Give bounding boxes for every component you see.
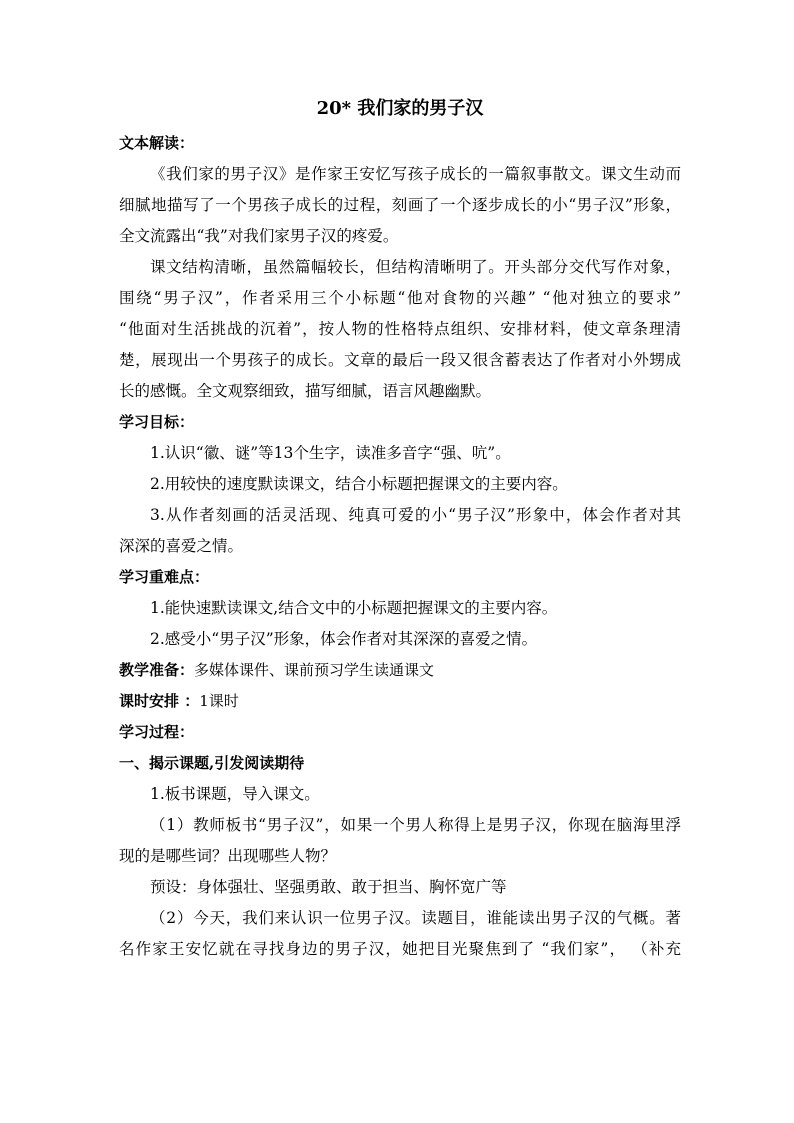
schedule-row bbox=[119, 686, 681, 717]
section-heading-process: 学习过程： bbox=[119, 723, 195, 741]
reading-p2-line2: 围绕“男子汉”，作者采用三个小标题“他对食物的兴趣” “他对独立的要求” bbox=[119, 289, 681, 307]
goal-item-2: 2.用较快的速度默读课文，结合小标题把握课文的主要内容。 bbox=[150, 475, 568, 493]
section-heading-goals: 学习目标： bbox=[119, 413, 195, 431]
section-heading-prep: 教学准备： bbox=[119, 661, 195, 679]
schedule-text: 1课时 bbox=[199, 692, 239, 710]
document-content bbox=[119, 94, 681, 965]
reading-p2-line3: “他面对生活挑战的沉着”，按人物的性格特点组织、安排材料，使文章条理清 bbox=[119, 320, 681, 338]
page-title: 20* 我们家的男子汉 bbox=[316, 98, 484, 119]
section-heading-difficulty: 学习重难点： bbox=[119, 568, 210, 586]
process-part1-heading: 一、揭示课题,引发阅读期待 bbox=[119, 754, 305, 772]
goal-item-1: 1.认识“徽、谜”等13个生字，读准多音字“强、吭”。 bbox=[150, 444, 511, 462]
difficulty-item-2: 2.感受小“男子汉”形象，体会作者对其深深的喜爱之情。 bbox=[150, 630, 538, 648]
process-sub2-line1: （2）今天，我们来认识一位男子汉。读题目，谁能读出男子汉的气概。著 bbox=[150, 909, 681, 927]
prep-row bbox=[119, 655, 681, 686]
reading-p2-line4: 楚，展现出一个男孩子的成长。文章的最后一段又很含蓄表达了作者对小外甥成 bbox=[119, 351, 681, 369]
reading-p1-line1: 《我们家的男子汉》是作家王安忆写孩子成长的一篇叙事散文。课文生动而 bbox=[150, 165, 681, 183]
reading-p1-line2: 细腻地描写了一个男孩子成长的过程，刻画了一个逐步成长的小“男子汉”形象， bbox=[119, 196, 681, 214]
process-sub2-line2: 名作家王安忆就在寻找身边的男子汉，她把目光聚焦到了 “我们家”， （补充 bbox=[119, 940, 681, 958]
reading-p2-line1: 课文结构清晰，虽然篇幅较长，但结构清晰明了。开头部分交代写作对象， bbox=[150, 258, 681, 276]
section-heading-schedule: 课时安排 ： bbox=[119, 692, 200, 710]
goal-item-3-line1: 3.从作者刻画的活灵活现、纯真可爱的小“男子汉”形象中，体会作者对其 bbox=[150, 506, 681, 524]
section-heading-reading: 文本解读： bbox=[119, 134, 195, 152]
reading-p2-line5: 长的感慨。全文观察细致，描写细腻，语言风趣幽默。 bbox=[119, 382, 492, 400]
reading-p1-line3: 全文流露出“我”对我们家男子汉的疼爱。 bbox=[119, 227, 399, 245]
difficulty-item-1: 1.能快速默读课文,结合文中的小标题把握课文的主要内容。 bbox=[150, 599, 558, 617]
prep-text: 多媒体课件、课前预习学生读通课文 bbox=[194, 661, 435, 679]
goal-item-3-line2: 深深的喜爱之情。 bbox=[119, 537, 244, 555]
process-sub1-line1: （1）教师板书“男子汉”，如果一个男人称得上是男子汉，你现在脑海里浮 bbox=[150, 816, 681, 834]
process-preset: 预设：身体强壮、坚强勇敢、敢于担当、胸怀宽广等 bbox=[150, 878, 507, 896]
process-sub1-line2: 现的是哪些词？出现哪些人物？ bbox=[119, 847, 337, 865]
process-step-1: 1.板书课题，导入课文。 bbox=[150, 785, 320, 803]
